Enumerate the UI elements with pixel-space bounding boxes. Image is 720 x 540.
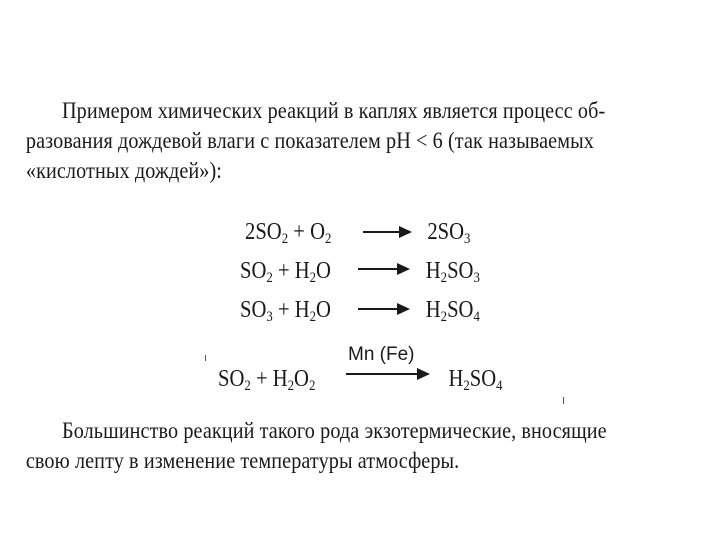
scan-mark [563,397,564,404]
equation-3-products: $H_2SO_4$ [425,297,480,326]
equation-2-reactants: $SO_2 + H_2O$ [240,258,331,287]
equation-1-arrow [363,231,410,233]
intro-line-2: разования дождевой влаги с показателем pH < 6 (так называемых [25,128,594,154]
intro-line-1: Примером химических реакций в каплях является процесс об- [62,98,606,124]
outro-paragraph [25,416,698,476]
equation-2-arrow [358,268,408,270]
outro-line-2: свою лепту в изменение температуры атмосферы. [25,448,460,474]
scan-mark [205,355,206,361]
equation-4-catalyst: Mn (Fe) [348,344,415,365]
equation-4-reactants: $SO_2 + H_2O_2$ [218,366,316,395]
equation-4-products: $H_2SO_4$ [448,366,503,395]
equation-3-reactants: $SO_3 + H_2O$ [240,297,331,326]
equation-1-reactants: $2SO_2 + O_2$ [245,219,332,248]
equation-3-arrow [358,308,408,310]
intro-line-3: «кислотных дождей»): [25,158,222,184]
outro-line-1: Большинство реакций такого рода экзотермические, вносящие [62,418,607,444]
intro-paragraph [25,96,698,186]
equation-1-products: $2SO_3$ [427,219,471,248]
equation-2-products: $H_2SO_3$ [425,258,480,287]
equation-4-arrow [346,373,428,375]
